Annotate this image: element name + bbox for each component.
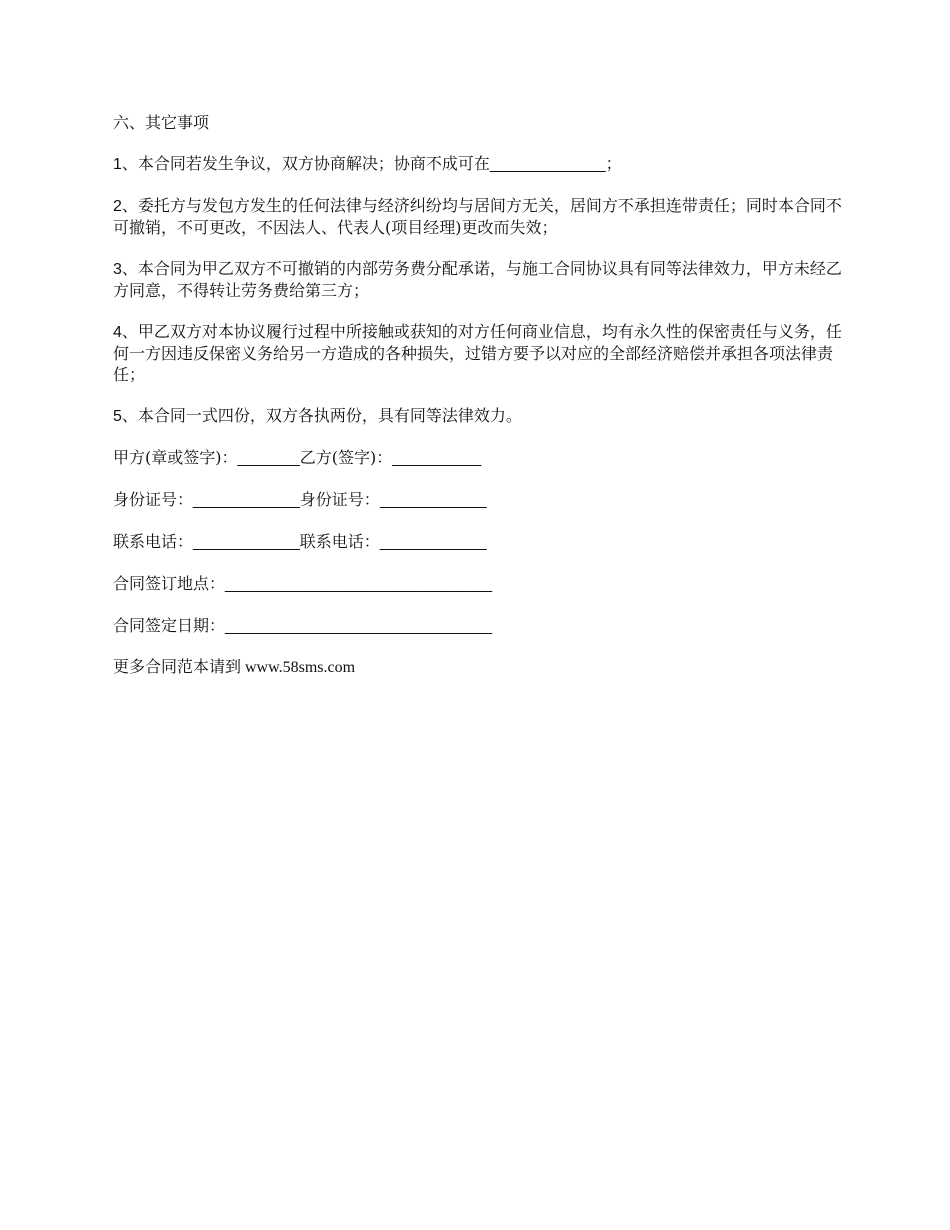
footer-note — [113, 657, 843, 678]
clause-text: 、本合同为甲乙双方不可撤销的内部劳务费分配承诺，与施工合同协议具有同等法律效力，甲方未经乙方同意，不得转让劳务费给第三方； — [113, 259, 842, 300]
arbitration-blank: _____________ — [489, 156, 606, 173]
id-label-a: 身份证号： — [113, 490, 194, 509]
signature-line-parties — [113, 447, 843, 469]
signature-line-phone — [113, 531, 843, 553]
phone-blank-a: ____________ — [193, 534, 300, 551]
clause-1 — [113, 153, 843, 175]
clause-2 — [113, 195, 843, 238]
clause-text: 、委托方与发包方发生的任何法律与经济纠纷均与居间方无关，居间方不承担连带责任；同时本合同不可撤销，不可更改，不因法人、代表人(项目经理)更改而失效； — [113, 196, 842, 237]
date-label: 合同签定日期： — [113, 616, 226, 635]
clause-number: 1 — [113, 156, 122, 173]
id-blank-b: ____________ — [379, 492, 487, 509]
section-heading-text: 六、其它事项 — [113, 113, 210, 132]
clause-number: 4 — [113, 324, 122, 341]
clause-5 — [113, 405, 843, 427]
clause-text: 、甲乙双方对本协议履行过程中所接触或获知的对方任何商业信息，均有永久性的保密责任与义务，任何一方因违反保密义务给另一方造成的各种损失，过错方要予以对应的全部经济赔偿并承担各项法律责任； — [113, 322, 842, 384]
id-label-b: 身份证号： — [299, 490, 380, 509]
date-blank: ______________________________ — [225, 618, 492, 635]
id-blank-a: ____________ — [193, 492, 300, 509]
clause-4 — [113, 321, 843, 385]
document-body — [113, 112, 843, 698]
clause-tail: ； — [605, 154, 622, 173]
clause-number: 3 — [113, 261, 122, 278]
place-blank: ______________________________ — [225, 576, 492, 593]
phone-blank-b: ____________ — [379, 534, 487, 551]
party-b-label: 乙方(签字)： — [299, 448, 393, 467]
clause-number: 5 — [113, 408, 122, 425]
footer-text: 更多合同范本请到 www.58sms.com — [113, 659, 356, 676]
clause-number: 2 — [113, 198, 122, 215]
clause-text: 、本合同一式四份，双方各执两份，具有同等法律效力。 — [121, 406, 522, 425]
party-a-label: 甲方(章或签字)： — [113, 448, 238, 467]
signature-line-place — [113, 573, 843, 595]
clause-3 — [113, 258, 843, 301]
party-b-signature-blank: __________ — [392, 450, 482, 467]
signature-line-id — [113, 489, 843, 511]
phone-label-a: 联系电话： — [113, 532, 194, 551]
party-a-signature-blank: _______ — [237, 450, 300, 467]
place-label: 合同签订地点： — [113, 574, 226, 593]
section-heading — [113, 112, 843, 133]
clause-text: 、本合同若发生争议，双方协商解决；协商不成可在 — [121, 154, 490, 173]
signature-line-date — [113, 615, 843, 637]
phone-label-b: 联系电话： — [299, 532, 380, 551]
